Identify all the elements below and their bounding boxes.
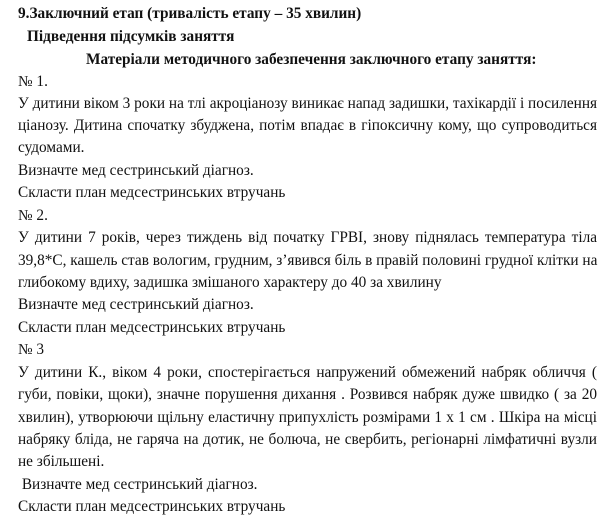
case-3-text-line: хвилин), утворюючи щільну еластичну припухлість розмірами 1 х 1 см . Шкіра на місці <box>18 409 597 426</box>
case-3-task-plan: Скласти план медсестринських втручань <box>18 498 286 515</box>
materials-title: Матеріали методичного забезпечення заключного етапу заняття: <box>86 51 537 68</box>
case-1-task-diagnosis: Визначте мед сестринський діагноз. <box>18 162 254 179</box>
case-1-text-line: ціанозу. Дитина спочатку збуджена, потім впадає в гіпоксичну кому, що супроводиться <box>18 117 597 134</box>
case-2-task-plan: Скласти план медсестринських втручань <box>18 319 286 336</box>
case-1-task-plan: Скласти план медсестринських втручань <box>18 184 286 201</box>
case-3-text-line: У дитини К., віком 4 роки, спостерігається напружений обмежений набряк обличчя ( <box>18 364 597 381</box>
case-2-number: № 2. <box>18 207 48 224</box>
case-3-text-line: набряку бліда, не гаряча на дотик, не болюча, не свербить, регіонарні лімфатичні вузли <box>18 431 597 448</box>
case-3-number: № 3 <box>18 341 45 358</box>
case-3-text-line: не збільшені. <box>18 453 105 470</box>
case-2-text-line: 39,8*С, кашель став вологим, грудним, з’явився біль в правій половині грудної клітки на <box>18 252 598 269</box>
case-2-text-line: глибокому вдиху, задишка змішаного характеру до 40 за хвилину <box>18 274 442 291</box>
case-3-task-diagnosis: Визначте мед сестринський діагноз. <box>18 476 258 493</box>
case-2-task-diagnosis: Визначте мед сестринський діагноз. <box>18 296 254 313</box>
case-1-text-line: судомами. <box>18 139 85 156</box>
case-2-text-line: У дитини 7 років, через тиждень від початку ГРВІ, знову піднялась температура тіла <box>18 229 597 246</box>
section-subheading: Підведення підсумків заняття <box>27 28 235 45</box>
case-1-number: № 1. <box>18 73 48 90</box>
case-1-text-line: У дитини віком 3 роки на тлі акроціанозу виникає напад задишки, тахікардії і посилення <box>18 95 598 112</box>
section-heading: 9.Заключний етап (тривалість етапу – 35 хвилин) <box>18 5 362 22</box>
case-3-text-line: губи, повіки, щоки), значне порушення дихання . Розвився набряк дуже швидко ( за 20 <box>18 386 597 403</box>
